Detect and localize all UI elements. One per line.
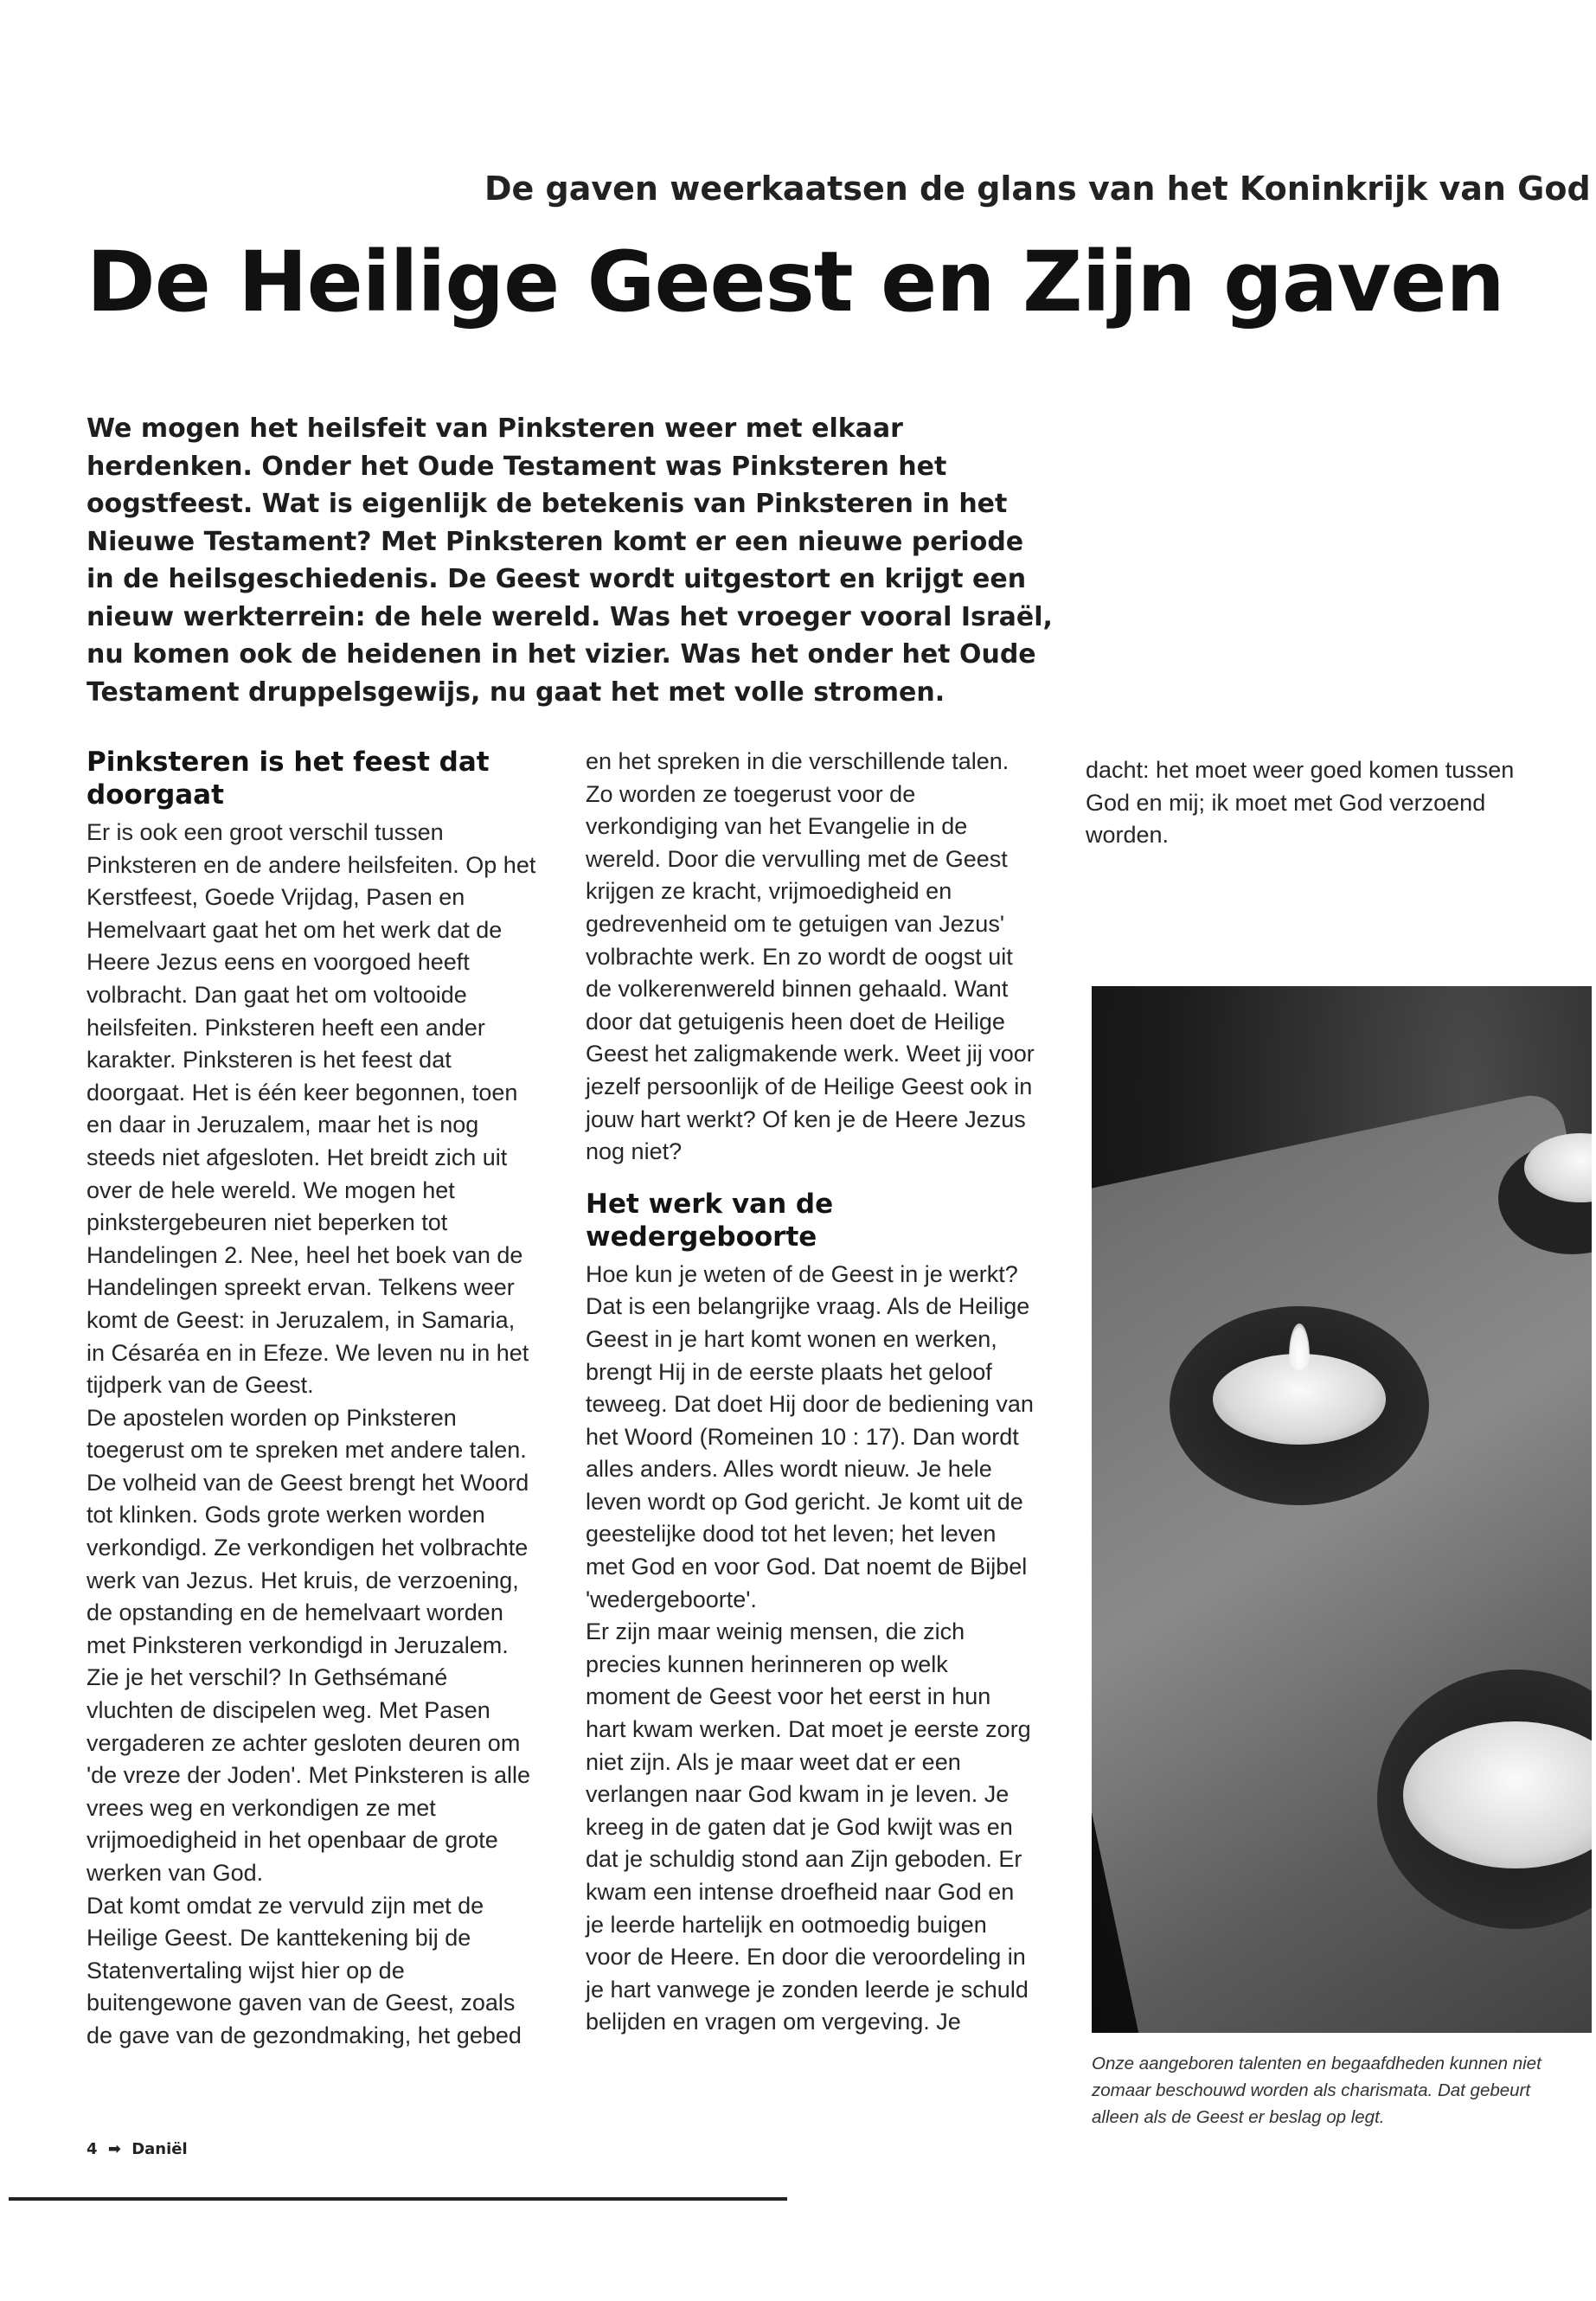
magazine-name: Daniël <box>131 2140 188 2158</box>
paragraph: Dat komt omdat ze vervuld zijn met de Heilige Geest. De kanttekening bij de Statenvertaling wijst hier op de buitengewone gaven van de Geest, zoals de gave van de gezondmaking, het gebed <box>87 1892 522 2048</box>
bottom-rule <box>9 2197 787 2201</box>
paragraph: Er is ook een groot verschil tussen Pinksteren en de andere heilsfeiten. Op het Kerstfeest, Goede Vrijdag, Pasen en Hemelvaart gaat het om het werk dat de Heere Jezus eens en voorgoed heeft volbracht. Dan gaat het om voltooide heilsfeiten. Pinksteren heeft een ander karakter. Pinksteren is het feest dat doorgaat. Het is één keer begonnen, toen en daar in Jeruzalem, maar het is nog steeds niet afgesloten. Het breidt zich uit over de hele wereld. We mogen het pinkstergebeuren niet beperken tot Handelingen 2. Nee, heel het boek van de Handelingen spreekt ervan. Telkens weer komt de Geest: in Jeruzalem, in Samaria, in Césaréa en in Efeze. We leven nu in het tijdperk van de Geest. <box>87 819 536 1399</box>
column-1 <box>87 746 536 2053</box>
section-heading-wedergeboorte: Het werk van de wedergeboorte <box>586 1188 834 1253</box>
candles-photo <box>1092 986 1592 2033</box>
kicker: De gaven weerkaatsen de glans van het Koninkrijk van God <box>484 170 1591 208</box>
page-number: 4 <box>87 2140 98 2158</box>
intro-paragraph: We mogen het heilsfeit van Pinksteren weer met elkaar herdenken. Onder het Oude Testament was Pinksteren het oogstfeest. Wat is eigenlijk de betekenis van Pinksteren in het Nieuwe Testament? Met Pinksteren komt er een nieuwe periode in de heilsgeschiedenis. De Geest wordt uitgestort en krijgt een nieuw werkterrein: de hele wereld. Was het vroeger vooral Israël, nu komen ook de heidenen in het vizier. Was het onder het Oude Testament druppelsgewijs, nu gaat het met volle stromen. <box>87 413 1053 708</box>
paragraph: dacht: het moet weer goed komen tussen God en mij; ik moet met God verzoend worden. <box>1086 757 1515 849</box>
paragraph: De apostelen worden op Pinksteren toegerust om te spreken met andere talen. De volheid van de Geest brengt het Woord tot klinken. Gods grote werken worden verkondigd. Ze verkondigen het volbrachte werk van Jezus. Het kruis, de verzoening, de opstanding en de hemelvaart worden met Pinksteren verkondigd in Jeruzalem. Zie je het verschil? In Gethsémané vluchten de discipelen weg. Met Pasen vergaderen ze achter gesloten deuren om 'de vreze der Joden'. Met Pinksteren is alle vrees weg en verkondigen ze met vrijmoedigheid in het openbaar de grote werken van God. <box>87 1404 531 1886</box>
article-title: De Heilige Geest en Zijn gaven <box>87 234 1504 330</box>
paragraph: en het spreken in die verschillende talen. Zo worden ze toegerust voor de verkondiging van het Evangelie in de wereld. Door die vervulling met de Geest krijgen ze kracht, vrijmoedigheid en gedrevenheid om te getuigen van Jezus' volbrachte werk. En zo wordt de oogst uit de volkerenwereld binnen gehaald. Want door dat getuigenis heen doet de Heilige Geest het zaligmakende werk. Weet jij voor jezelf persoonlijk of de Heilige Geest ook in jouw hart werkt? Of ken je de Heere Jezus nog niet? <box>586 748 1035 1165</box>
candle-middle <box>1170 1306 1429 1505</box>
column-3 <box>1086 754 1535 852</box>
column-2 <box>586 746 1035 2039</box>
arrow-icon: ➡ <box>107 2140 121 2158</box>
photo-caption: Onze aangeboren talenten en begaafdheden kunnen niet zomaar beschouwd worden als charismata. Dat gebeurt alleen als de Geest er beslag op legt. <box>1092 2054 1542 2127</box>
paragraph: Hoe kun je weten of de Geest in je werkt? Dat is een belangrijke vraag. Als de Heilige Geest in je hart komt wonen en werken, brengt Hij in de eerste plaats het geloof teweeg. Dat doet Hij door de bediening van het Woord (Romeinen 10 : 17). Dan wordt alles anders. Alles wordt nieuw. Je hele leven wordt op God gericht. Je komt uit de geestelijke dood tot het leven; het leven met God en voor God. Dat noemt de Bijbel 'wedergeboorte'. <box>586 1260 1034 1612</box>
paragraph: Er zijn maar weinig mensen, die zich precies kunnen herinneren op welk moment de Geest voor het eerst in hun hart kwam werken. Dat moet je eerste zorg niet zijn. Als je maar weet dat er een verlangen naar God kwam in je leven. Je kreeg in de gaten dat je God kwijt was en dat je schuldig stond aan Zijn geboden. Er kwam een intense droefheid naar God en je leerde hartelijk en ootmoedig buigen voor de Heere. En door die veroordeling in je hart vanwege je zonden leerde je schuld belijden en vragen om vergeving. Je <box>586 1618 1031 2035</box>
section-heading-pinksteren: Pinksteren is het feest dat doorgaat <box>87 747 490 811</box>
page-footer <box>87 2140 188 2158</box>
